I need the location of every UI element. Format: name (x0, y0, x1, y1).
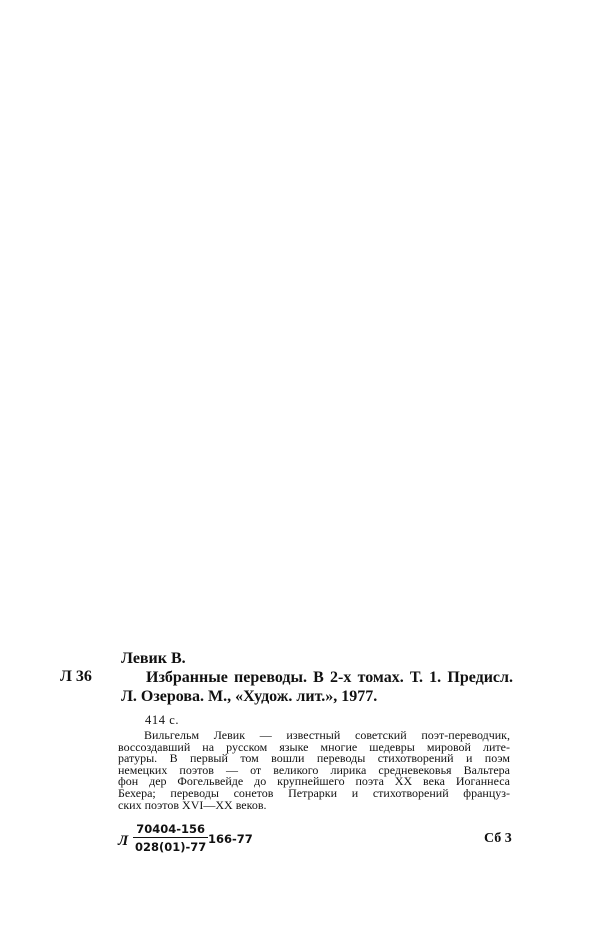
annotation-line: Бехера; переводы сонетов Петрарки и стихотворений француз- (118, 785, 510, 800)
annotation-line: воссоздавший на русском языке многие шедевры мировой лите- (118, 739, 510, 754)
publishing-index-fraction (133, 822, 208, 854)
annotation-text (118, 730, 510, 811)
annotation-line: ратуры. В первый том вошли переводы стихотворений и поэм (118, 751, 510, 766)
price-code: 166-77 (208, 832, 253, 846)
publishing-index-numerator: 70404-156 (133, 822, 208, 838)
classification-code: Сб 3 (484, 831, 512, 846)
page-count: 414 с. (145, 713, 180, 727)
author-name: Левик В. (121, 650, 186, 667)
publishing-index-letter: Л (118, 833, 129, 849)
title-line: Избранные переводы. В 2-х томах. Т. 1. Предисл. (146, 669, 513, 686)
annotation-line: ских поэтов XVI—XX веков. (118, 797, 267, 812)
annotation-line: немецких поэтов — от великого лирика средневековья Вальтера (118, 762, 510, 777)
publishing-index-denominator: 028(01)-77 (135, 840, 207, 854)
annotation-line: Вильгельм Левик — известный советский поэт-переводчик, (144, 728, 510, 742)
title-line: Л. Озерова. М., «Худож. лит.», 1977. (121, 688, 378, 705)
book-title (121, 668, 513, 706)
library-code: Л 36 (60, 668, 92, 685)
annotation-line: фон дер Фогельвейде до крупнейшего поэта XX века Иоганнеса (118, 774, 510, 789)
